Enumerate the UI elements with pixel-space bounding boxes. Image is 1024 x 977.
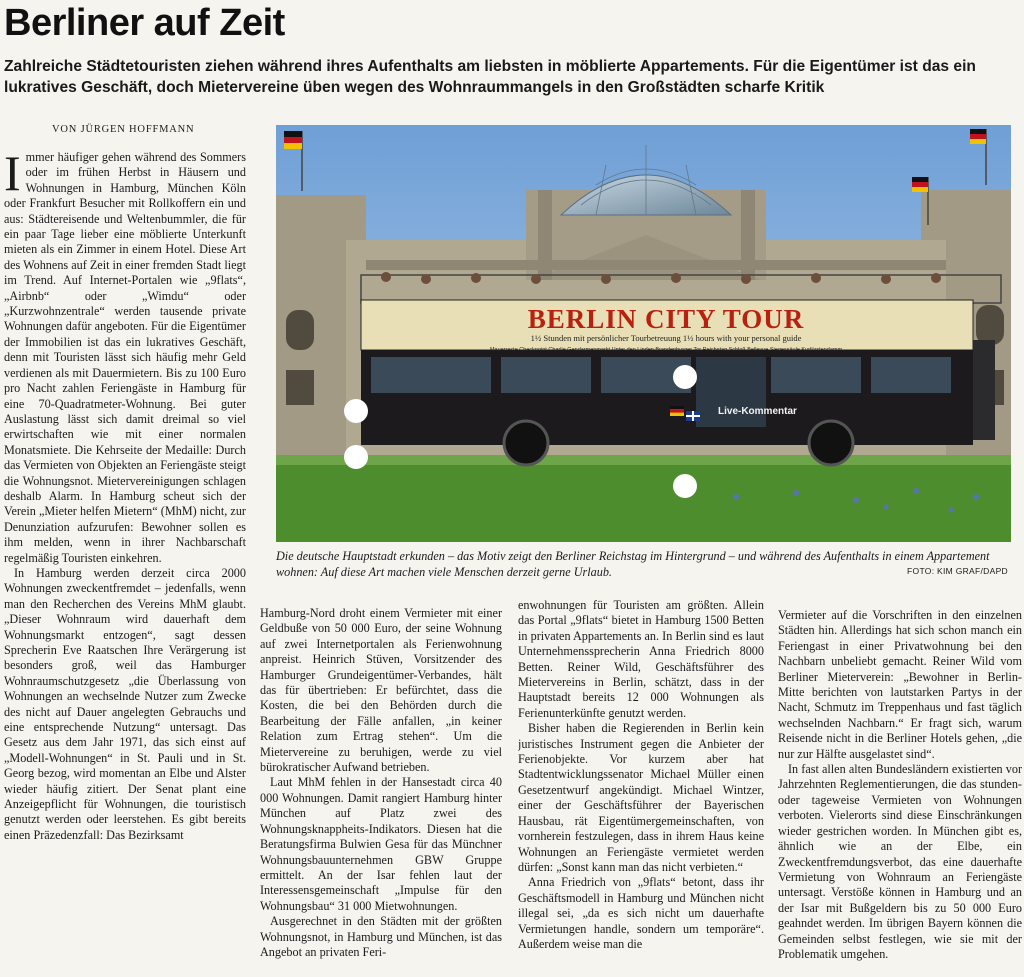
bus-tagline: 1½ Stunden mit persönlicher Tourbetreuung 1½ hours with your personal guide: [530, 333, 802, 343]
body-paragraph: In fast allen alten Bundesländern existierten vor Jahrzehnten Reglementierungen, die das stunden- oder tageweise Vermieten von Wohnungen verboten. Vielerorts sind diese Einschränkungen wieder gestrichen worden. In München gibt es, ähnlich wie an der Elbe, ein Zweckentfremdungsverbot, das eine dauerhafte Vermietung von Wohnraum an Feriengäste untersagt. Verstöße können in Hamburg und an der Isar mit Bußgeldern bis zu 50 000 Euro geahndet werden. Im übrigen Bayern können die Gemeinden selbst festlegen, wie sie mit der Problematik umgehen.: [778, 762, 1022, 961]
body-paragraph: Hamburg-Nord droht einem Vermieter mit einer Geldbuße von 50 000 Euro, der seine Wohnung auf zwei Internetportalen als Ferienwohnung anpreist. Heinrich Stüven, Vorsitzender des Hamburger Grundeigentümer-Verbandes, hält das für übertrieben: Er befürchtet, dass die Kosten, die bei den Behörden durch die Bearbeitung der Fälle anfallen, „in keiner Relation zum Ertrag stehen“. Um die Mietervereine zu beruhigen, werde zu viel bürokratischer Aufwand betrieben.: [260, 606, 502, 775]
body-paragraph: Ausgerechnet in den Städten mit der größten Wohnungsnot, in Hamburg und München, ist das Angebot an privaten Feri-: [260, 914, 502, 959]
body-paragraph: Laut MhM fehlen in der Hansestadt circa 40 000 Wohnungen. Damit rangiert Hamburg hinter München auf Platz zwei des Wohnungsknappheits-Indikators. Diesen hat die Beratungsfirma Bulwien Gesa für das Münchner Wohnungsbauunternehmen GBW Gruppe ermittelt. An der Isar fehlen laut der Interessensgemeinschaft „Impulse für den Wohnungsbau“ 31 000 Mietwohnungen.: [260, 775, 502, 913]
headline: Berliner auf Zeit: [4, 2, 285, 44]
reichstag-photo: [276, 125, 1011, 542]
byline: VON JÜRGEN HOFFMANN: [52, 124, 195, 135]
body-paragraph: Bisher haben die Regierenden in Berlin kein juristisches Instrument gegen die Anbieter der Ferienobjekte. Vor kurzem aber hat Stadtentwicklungssenator Michael Müller einen Gesetzentwurf angekündigt. Michael Wintzer, einer der Geschäftsführer der Bayerischen Hausbau, rät Eigentümergemeinschaften, von vornherein festzulegen, dass in ihrem Haus keine Wohnungen an Feriengäste vermietet werden dürfen: „Sonst kann man das nicht verbieten.“: [518, 721, 764, 874]
photo-credit: FOTO: KIM GRAF/DAPD: [907, 566, 1008, 576]
column-2: [260, 606, 502, 974]
column-4: [778, 608, 1022, 974]
subhead: Zahlreiche Städtetouristen ziehen während ihres Aufenthalts am liebsten in möblierte Appartements. Für die Eigentümer ist das ein lukratives Geschäft, doch Mietervereine üben wegen des Wohnraummangels in den Großstädten scharfe Kritik: [4, 58, 976, 96]
column-3: [518, 598, 764, 974]
drop-cap: I: [4, 150, 21, 201]
body-paragraph: In Hamburg werden derzeit circa 2000 Wohnungen zweckentfremdet – jedenfalls, wenn man den Recherchen des Vereins MhM glaubt. „Dieser Wohnraum wird dauerhaft dem Wohnungsmarkt entzogen“, sagt dessen Sprecherin Eve Raatschen Ihre Verärgerung ist besonders groß, weil das Hamburger Wohnraumschutzgesetz „die Überlassung von Wohnungen an wechselnde Nutzer zum Zwecke des nicht auf Dauer angelegten Gebrauchs und eine entsprechende Nutzung“ untersagt. Das Gesetz aus dem Jahr 1971, das sich einst auf „Modell-Wohnungen“ in St. Pauli und in St. Georg bezog, wird momentan an Elbe und Alster wieder häufig zitiert. Der Senat plant eine Anzeigepflicht für Wohnungen, die touristisch genutzt werden oder leerstehen. Es gibt bereits einen Präzedenzfall: Das Bezirksamt: [4, 565, 246, 842]
lead-column: [4, 150, 246, 972]
body-paragraph: Vermieter auf die Vorschriften in den einzelnen Städten hin. Allerdings hat sich schon manch ein Feriengast in einer Privatwohnung bei den Nachbarn unbeliebt gemacht. Reiner Wild vom Berliner Mieterverein: „Bewohner in Berlin-Mitte berichten von lautstarken Partys in der Nacht, Schmutz im Treppenhaus und fast täglich wechselnden Nachbarn.“ Er fragt sich, warum Reisende nicht in die Berliner Hotels gehen, „die nur zur Hälfte ausgelastet sind“.: [778, 608, 1022, 761]
bus-title: BERLIN CITY TOUR: [527, 304, 805, 334]
lawn: [276, 455, 1011, 542]
lead-paragraph: Immer häufiger gehen während des Sommers oder im frühen Herbst in Häusern und Wohnungen in Hamburg, München Köln oder Frankfurt Besucher mit Rollkoffern ein und aus: Städtereisende und Weltenbummler, die für ein paar Tage lieber eine möblierte Unterkunft mieten als ein Zimmer in einem Hotel. Diese Art des Wohnens auf Zeit in einer fremden Stadt liegt im Trend. Auf Internet-Portalen wie „9flats“, „Airbnb“ oder „Wimdu“ oder „Kurzwohnzentrale“ werden tausende private Wohnungen dafür angeboten. Für die Eigentümer der Immobilien ist das ein lukratives Geschäft, denn mit Touristen lässt sich häufig mehr Geld verdienen als mit Dauermietern. Bis zu 100 Euro pro Nacht zahlen Feriengäste in Hamburg für eine 70-Quadratmeter-Wohnung. Bei guter Auslastung lässt sich damit dreimal so viel erwirtschaften wie mit einer normalen Monatsmiete. Die Kehrseite der Medaille: Durch das Vermieten von Objekten an Feriengäste steigt die Wohnungsnot. Mietervereinigungen schlagen deshalb Alarm. In Hamburg scheut sich der Verein „Mieter helfen Mietern“ (MhM) nicht, zur Denunziation aufzurufen: Bewohner sollen es ihm melden, wenn in ihrer Nachbarschaft regelmäßig Touristen einkehren.: [4, 150, 246, 565]
bus-live-commentary: Live-Kommentar: [718, 406, 797, 417]
body-paragraph: Anna Friedrich von „9flats“ betont, dass ihr Geschäftsmodell in Hamburg und München nicht illegal sei, „da es sich nicht um dauerhafte Vermietungen handle, sondern um temporäre“. Außerdem weise man die: [518, 875, 764, 951]
bus-stops: Mauerreste Checkpoint Charlie Gendarmenmarkt Unter den Linden Brandenburger Tor Reichstag Schloß Bellevue Siegessäule Kurfürstendamm: [489, 347, 843, 353]
photo-caption: Die deutsche Hauptstadt erkunden – das Motiv zeigt den Berliner Reichstag im Hintergrund – und während des Aufenthalts in einem Appartement wohnen: Auf diese Art machen viele Menschen derzeit gerne Urlaub.: [276, 549, 990, 579]
body-paragraph: enwohnungen für Touristen am größten. Allein das Portal „9flats“ bietet in Hamburg 1500 Betten in privaten Appartements an. In Berlin sind es laut Unternehmenssprecherin Anna Friedrich 8000 Betten. Reiner Wild, Geschäftsführer des Mietervereins in Berlin, schätzt, dass in der Hauptstadt bereits 12 000 Wohnungen als Ferienunterkünfte genutzt werden.: [518, 598, 764, 720]
